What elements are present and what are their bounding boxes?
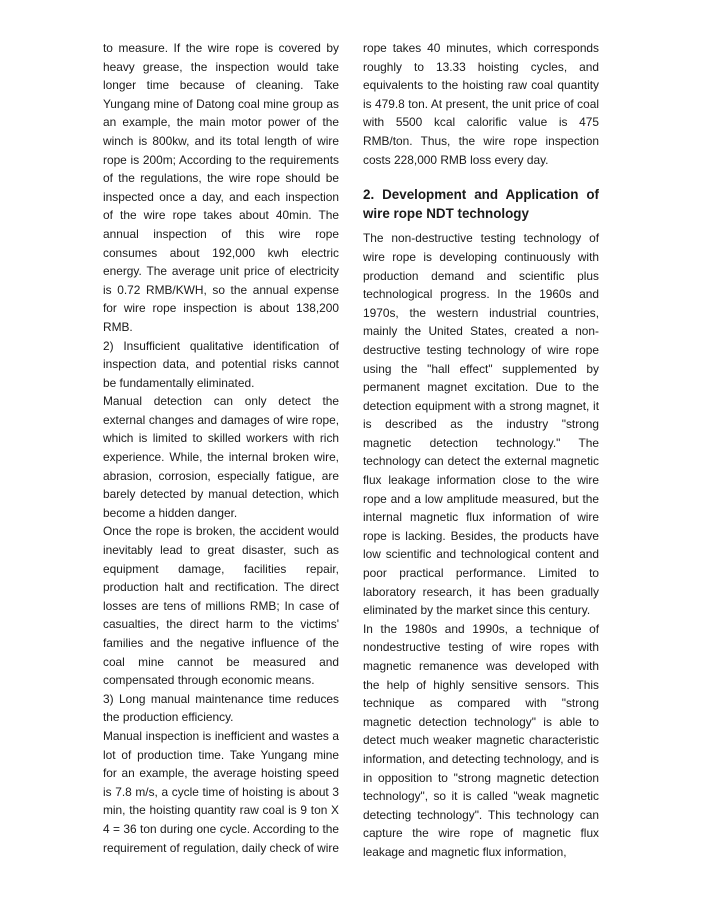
body-paragraph: rope takes 40 minutes, which corresponds roughly to 13.33 hoisting cycles, and equivalents to the hoisting raw coal quantity is 479.8 ton. At present, the unit price of coal with 5500 kcal calorific value is 475 RMB/ton. Thus, the wire rope inspection costs 228,000 RMB loss every day.: [363, 41, 599, 167]
list-item-heading: 3) Long manual maintenance time reduces the production efficiency.: [103, 691, 339, 725]
right-column: [363, 39, 599, 862]
body-paragraph: The non-destructive testing technology of wire rope is developing continuously with production demand and scientific plus technological progress. In the 1960s and 1970s, the western industrial countries, mainly the United States, created a non-destructive testing technology of wire rope using the "hall effect" supplemented by permanent magnet excitation. Due to the detection equipment with a strong magnet, it is described as the industry "strong magnetic detection technology." The technology can detect the external magnetic flux leakage information close to the wire rope and a low amplitude measured, but the internal magnetic flux information of wire rope is lacking. Besides, the products have low scientific and technological content and poor practical performance. Limited to laboratory research, it has been gradually eliminated by the market since this century.: [363, 231, 599, 618]
left-column: [103, 39, 339, 857]
body-paragraph: In the 1980s and 1990s, a technique of nondestructive testing of wire ropes with magnetic remanence was developed with the help of highly sensitive sensors. This technique as compared with "strong magnetic detection technology" is able to detect much weaker magnetic characteristic information, and detecting technology, and is in opposition to "strong magnetic detection technology", so it is called "weak magnetic detecting technology". This technology can capture the wire rope of magnetic flux leakage and magnetic flux information,: [363, 621, 599, 859]
body-paragraph: Manual detection can only detect the external changes and damages of wire rope, which is limited to skilled workers with rich experience. While, the internal broken wire, abrasion, corrosion, especially fatigue, are barely detected by manual detection, which become a hidden danger.: [103, 394, 339, 520]
section-heading: 2. Development and Application of wire rope NDT technology: [363, 187, 599, 221]
spacer: [363, 169, 599, 186]
body-paragraph: to measure. If the wire rope is covered by heavy grease, the inspection would take longer time because of cleaning. Take Yungang mine of Datong coal mine group as an example, the main motor power of the winch is 800kw, and its total length of wire rope is 200m; According to the requirements of the regulations, the wire rope should be inspected once a day, and each inspection of the wire rope takes about 40min. The annual inspection of this wire rope consumes about 192,000 kwh electric energy. The average unit price of electricity is 0.72 RMB/KWH, so the annual expense for wire rope inspection is about 138,200 RMB.: [103, 41, 339, 334]
body-paragraph: Once the rope is broken, the accident would inevitably lead to great disaster, such as equipment damage, facilities repair, production halt and rectification. The direct losses are tens of millions RMB; In case of casualties, the direct harm to the victims' families and the negative influence of the coal mine cannot be measured and compensated through economic means.: [103, 524, 339, 688]
body-paragraph: Manual inspection is inefficient and wastes a lot of production time. Take Yungang mine for an example, the average hoisting speed is 7.8 m/s, a cycle time of hoisting is about 3 min, the hoisting quantity raw coal is 9 ton X 4 = 36 ton during one cycle. According to the requirement of regulation, daily check of wire: [103, 728, 339, 855]
list-item-heading: 2) Insufficient qualitative identification of inspection data, and potential risks cannot be fundamentally eliminated.: [103, 338, 339, 390]
